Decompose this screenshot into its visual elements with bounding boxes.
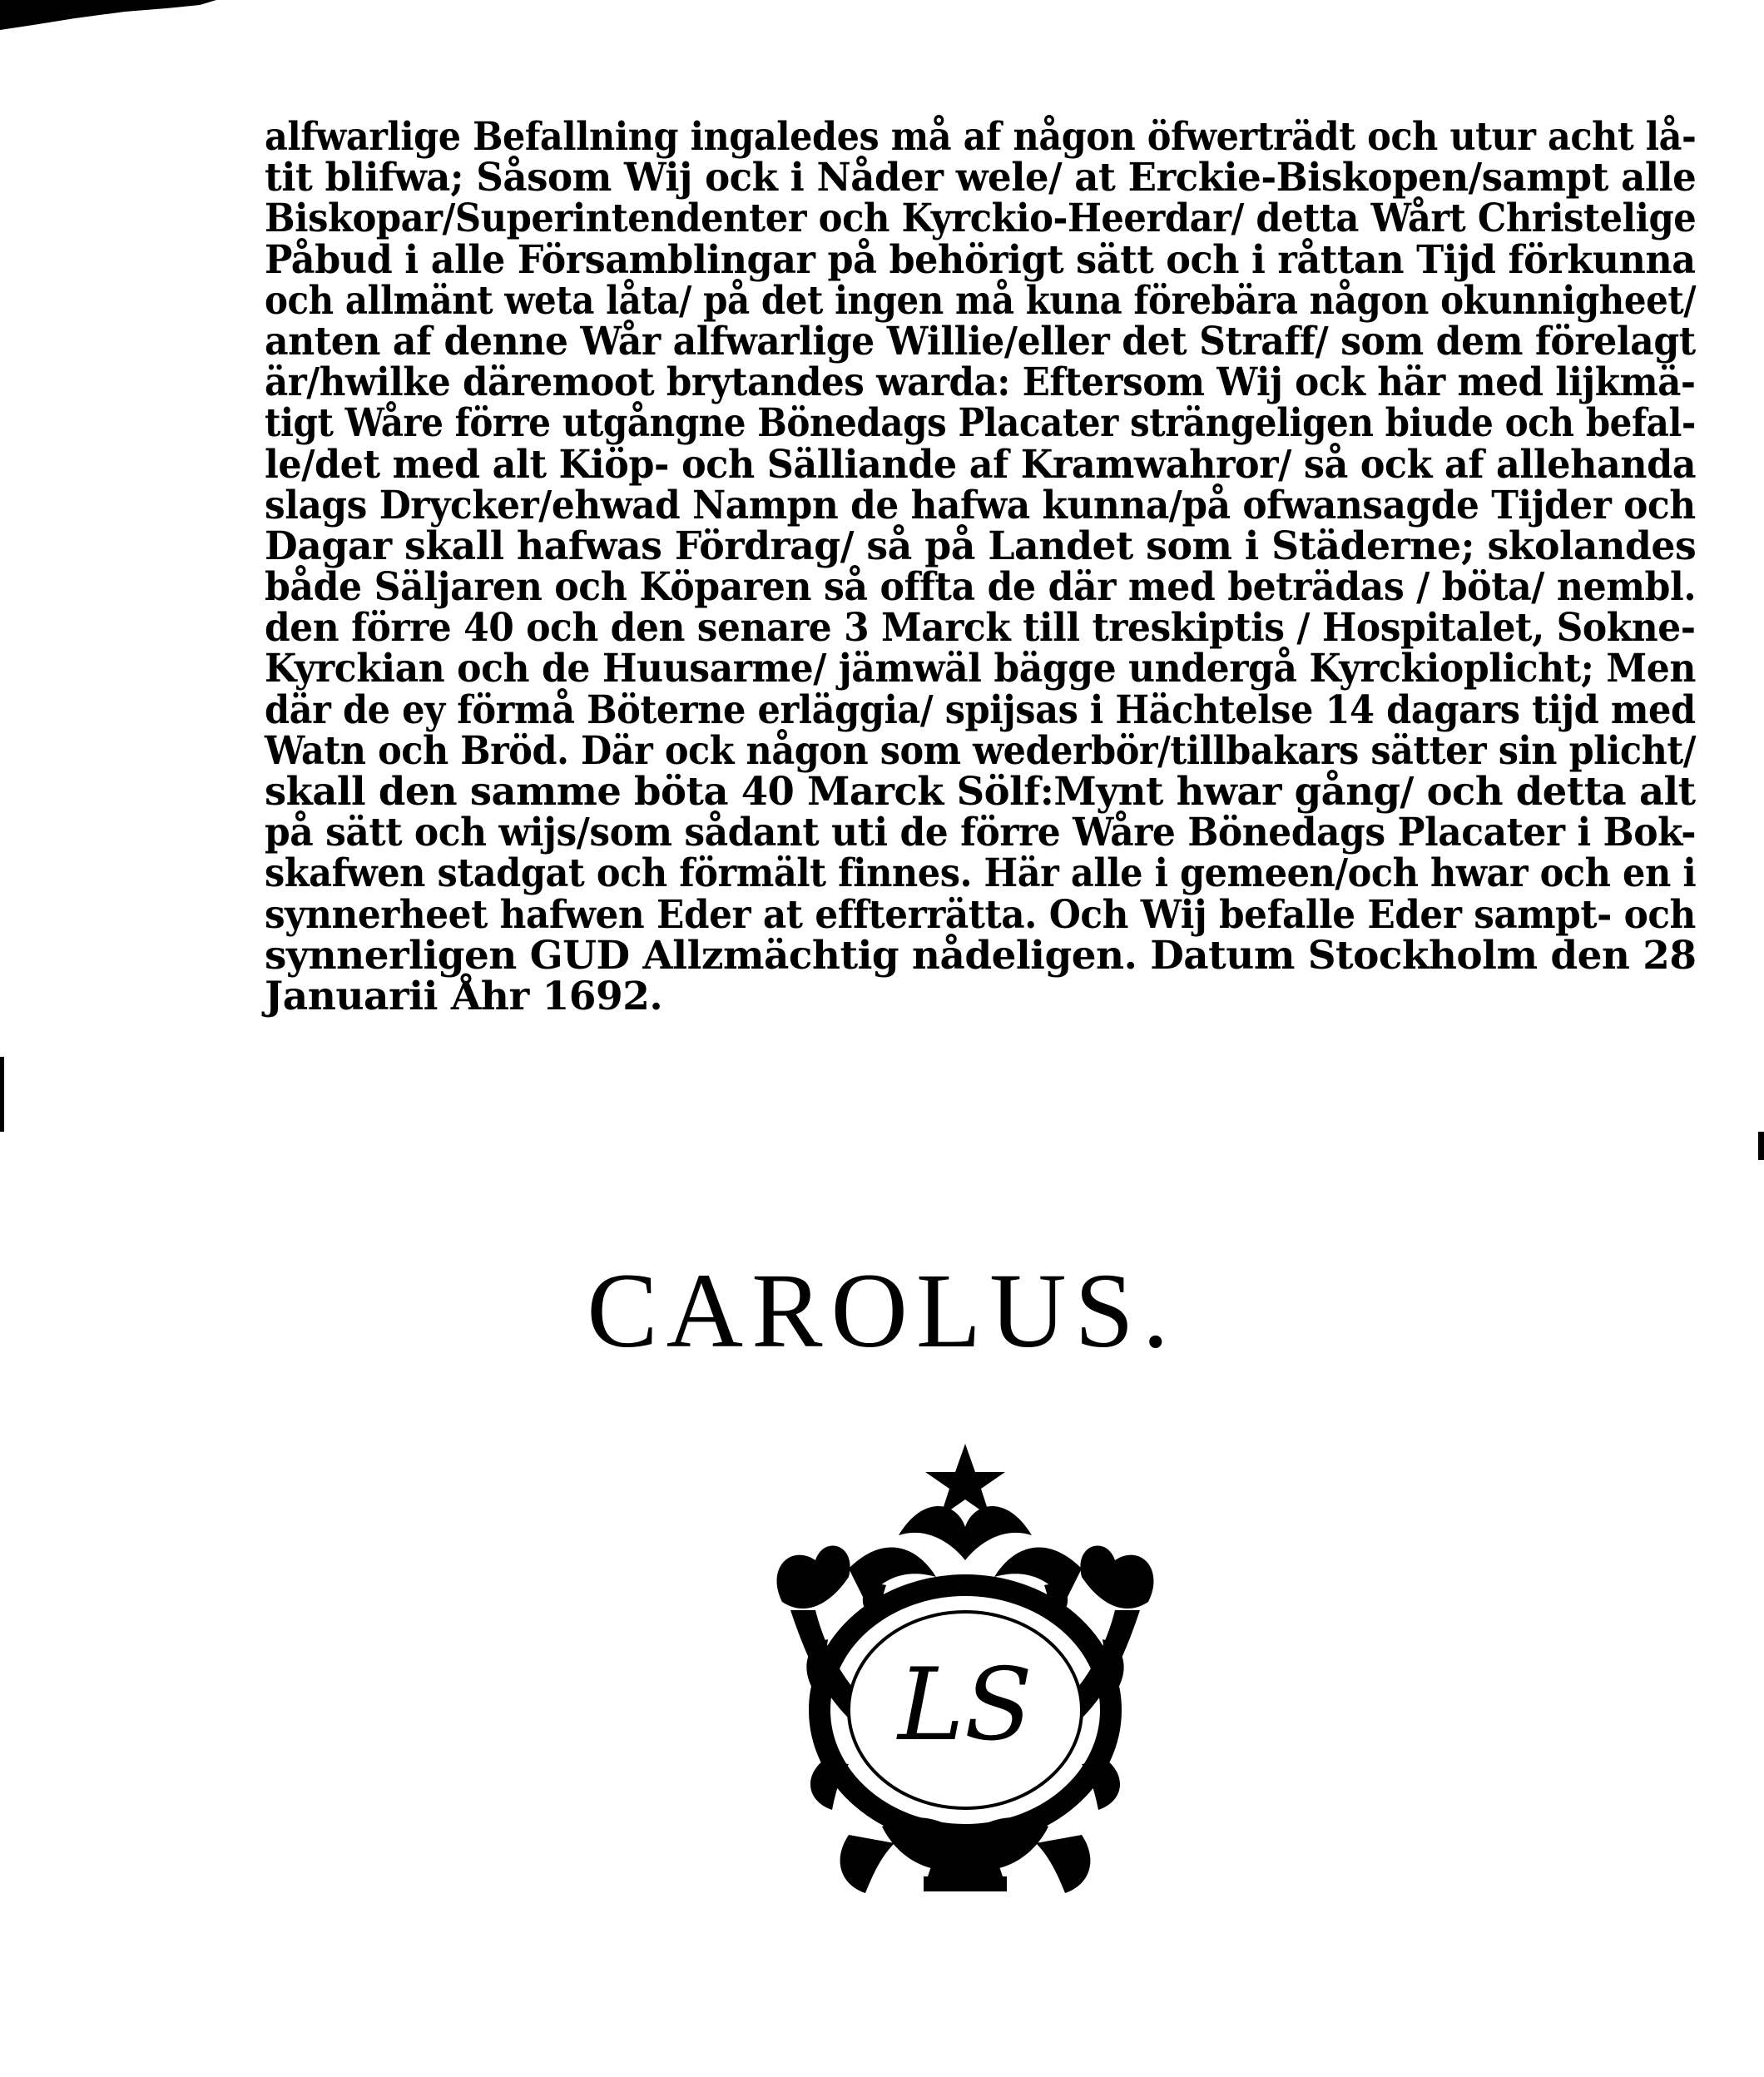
text-line: slags Drycker/ehwad Nampn de hafwa kunna/på ofwansagde Tijder och: [265, 482, 1696, 528]
text-line: Dagar skall hafwas Fördrag/ så på Landet som i Städerne; skolandes: [265, 523, 1697, 569]
text-line: Påbud i alle Församblingar på behörigt sätt och i råttan Tijd förkunna: [265, 236, 1696, 283]
text-line: Biskopar/Superintendenter och Kyrckio-Heerdar/ detta Wårt Christelige: [265, 196, 1697, 242]
wreath-ornament-icon: [757, 1444, 1273, 1960]
text-line: skall den samme böta 40 Marck Sölf:Mynt hwar gång/ och detta alt: [265, 769, 1696, 815]
text-line: på sätt och wijs/som sådant uti de förre Wåre Bönedags Placater i Bok-: [265, 810, 1697, 856]
text-line: den förre 40 och den senare 3 Marck till treskiptis / Hospitalet, Sokne-: [265, 605, 1696, 652]
text-line: och allmänt weta låta/ på det ingen må kuna förebära någon okunnigheet/: [265, 277, 1697, 324]
seal-monogram: LS: [898, 1648, 1033, 1763]
text-line: synnerligen GUD Allzmächtig nådeligen. Datum Stockholm den 28: [265, 932, 1697, 979]
text-line: Watn och Bröd. Där ock någon som wederbör/tillbakars sätter sin plicht/: [265, 727, 1696, 774]
scan-mark-left: [0, 1057, 4, 1132]
text-line: tit blifwa; Såsom Wij ock i Nåder wele/ at Erckie-Biskopen/sampt alle: [265, 155, 1697, 201]
text-line: Januarii Åhr 1692.: [265, 973, 663, 1019]
text-line: är/hwilke däremoot brytandes warda: Eftersom Wij ock här med lijkmä-: [265, 359, 1696, 406]
scan-mark-right: [1758, 1132, 1764, 1160]
royal-seal-ornament: [757, 1444, 1273, 1960]
text-line: Kyrckian och de Huusarme/ jämwäl bägge undergå Kyrckioplicht; Men: [265, 646, 1696, 692]
text-line: tigt Wåre förre utgångne Bönedags Placater strängeligen biude och befal-: [265, 400, 1696, 447]
text-line: synnerheet hafwen Eder at effterrätta. Och Wij befalle Eder sampt- och: [265, 891, 1696, 938]
text-line: alfwarlige Befallning ingaledes må af någon öfwerträdt och utur acht lå-: [265, 114, 1697, 160]
royal-signature: CAROLUS.: [587, 1252, 1177, 1370]
text-line: där de ey förmå Böterne erläggia/ spijsas i Hächtelse 14 dagars tijd med: [265, 687, 1696, 733]
text-line: anten af denne Wår alfwarlige Willie/eller det Straff/ som dem förelagt: [265, 318, 1696, 364]
text-line: skafwen stadgat och förmält finnes. Här alle i gemeen/och hwar och en i: [265, 850, 1697, 897]
proclamation-text: [265, 116, 1696, 1017]
scan-edge-top: [0, 0, 216, 30]
text-line: le/det med alt Kiöp- och Sälliande af Kramwahror/ så ock af allehanda: [265, 441, 1697, 488]
text-line: både Säljaren och Köparen så offta de där med beträdas / böta/ nembl.: [265, 564, 1697, 611]
